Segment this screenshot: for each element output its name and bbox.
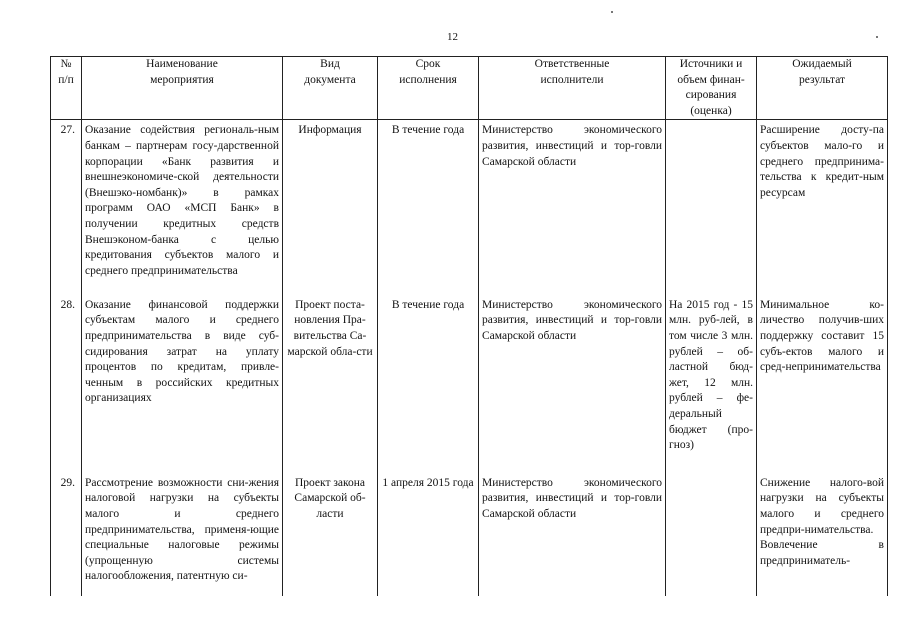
row-document-type: Информация (283, 120, 378, 298)
header-executors: Ответственные исполнители (479, 57, 666, 120)
page-number: 12 (447, 31, 458, 43)
row-term: 1 апреля 2015 года (378, 476, 479, 596)
table-header-row (51, 57, 888, 120)
row-measure-name: Оказание содействия региональ-ным банкам – партнерам госу-дарственной корпорации «Банк развития и внешнеэкономиче-ской деятельности (Внешэко-номбанк)» в рамках программ ОАО «МСП Банк» в получении кредитных средств Внешэконом-банка с целью кредитования субъектов малого и среднего предпринимательства (82, 120, 283, 298)
row-funding (666, 476, 757, 596)
row-result: Расширение досту-па субъектов мало-го и среднего предпринима-тельства к кредит-ным ресурсам (757, 120, 888, 298)
row-term: В течение года (378, 298, 479, 476)
row-funding: На 2015 год - 15 млн. руб-лей, в том числе 3 млн. рублей – об-ластной бюд-жет, 12 млн. рублей – фе-деральный бюджет (про-гноз) (666, 298, 757, 476)
row-document-type: Проект поста-новления Пра-вительства Са-марской обла-сти (283, 298, 378, 476)
scan-speck (611, 11, 613, 13)
row-number: 27. (51, 120, 82, 298)
row-funding (666, 120, 757, 298)
row-result: Минимальное ко-личество получив-ших поддержку составит 15 субъ-ектов малого и сред-непринимательства (757, 298, 888, 476)
header-result: Ожидаемый результат (757, 57, 888, 120)
row-measure-name: Оказание финансовой поддержки субъектам малого и среднего предпринимательства в виде суб-сидирования затрат на уплату процентов по кредитам, привле-ченным в российских кредитных организациях (82, 298, 283, 476)
row-term: В течение года (378, 120, 479, 298)
row-executors: Министерство экономического развития, инвестиций и тор-говли Самарской области (479, 476, 666, 596)
row-executors: Министерство экономического развития, инвестиций и тор-говли Самарской области (479, 298, 666, 476)
row-number: 28. (51, 298, 82, 476)
table-row (51, 476, 888, 596)
row-executors: Министерство экономического развития, инвестиций и тор-говли Самарской области (479, 120, 666, 298)
table-row (51, 120, 888, 298)
header-funding: Источники и объем финан- сирования (оценка) (666, 57, 757, 120)
row-number: 29. (51, 476, 82, 596)
scan-speck (876, 36, 878, 38)
header-num: № п/п (51, 57, 82, 120)
row-document-type: Проект закона Самарской об-ласти (283, 476, 378, 596)
header-term: Срок исполнения (378, 57, 479, 120)
table-row (51, 298, 888, 476)
header-doc-type: Вид документа (283, 57, 378, 120)
row-measure-name: Рассмотрение возможности сни-жения налоговой нагрузки на субъекты малого и среднего предпринимательства, применя-ющие специальные налоговые режимы (упрощенную системы налогообложения, патентную си- (82, 476, 283, 596)
measures-table (50, 56, 888, 596)
header-name: Наименование мероприятия (82, 57, 283, 120)
row-result: Снижение налого-вой нагрузки на субъекты малого и среднего предпри-нимательства. Вовлечение в предприниматель- (757, 476, 888, 596)
